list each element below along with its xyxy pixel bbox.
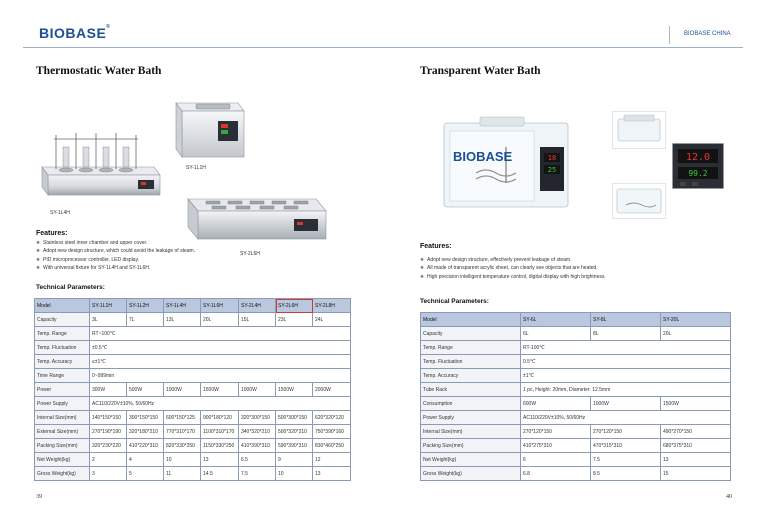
right-features-heading: Features: <box>420 243 452 250</box>
row-label: Temp. Range <box>35 327 90 341</box>
table-row <box>35 439 351 453</box>
table-cell: 410*220*310 <box>127 439 164 453</box>
biobase-logo <box>39 25 110 41</box>
table-cell: 410*390*310 <box>239 439 276 453</box>
column-header: SY-6L <box>521 313 591 327</box>
left-feature-item: ❖ PID microprocessor controller, LED display. <box>36 256 195 264</box>
table-cell: 15L <box>239 313 276 327</box>
right-page-title: Transparent Water Bath <box>420 65 541 77</box>
table-cell: 1500W <box>201 383 239 397</box>
left-feature-item: ❖ Adopt new design structure, which could avoid the leakage of steam. <box>36 247 195 255</box>
table-cell: 20L <box>201 313 239 327</box>
registered-mark: ® <box>106 24 111 31</box>
table-row <box>421 467 731 481</box>
table-cell: 12 <box>313 453 351 467</box>
row-label: External Size(mm) <box>35 425 90 439</box>
table-cell: 8.5 <box>591 467 661 481</box>
column-header: Model <box>421 313 521 327</box>
table-cell: 1000W <box>164 383 201 397</box>
table-cell: 830*460*250 <box>313 439 351 453</box>
table-cell: 2000W <box>313 383 351 397</box>
row-label: Power <box>35 383 90 397</box>
column-header: SY-2L8H <box>313 299 351 313</box>
table-cell: 7L <box>127 313 164 327</box>
logo-text: BIOBASE <box>39 25 107 41</box>
table-row <box>421 439 731 453</box>
page-header <box>0 0 768 48</box>
table-cell: 770*310*170 <box>164 425 201 439</box>
table-cell: 1100*310*170 <box>201 425 239 439</box>
table-row <box>35 327 351 341</box>
table-cell: 23L <box>276 313 313 327</box>
row-label: Internal Size(mm) <box>421 425 521 439</box>
table-cell: 470*315*310 <box>591 439 661 453</box>
table-row <box>35 383 351 397</box>
row-label: Power Supply <box>421 411 521 425</box>
table-cell: 3 <box>90 467 127 481</box>
table-cell: RT~100℃ <box>90 327 351 341</box>
table-cell: 0~999min <box>90 369 351 383</box>
table-cell: 270*120*150 <box>521 425 591 439</box>
table-cell: AC110/220V±10%, 50/60Hz <box>521 411 731 425</box>
row-label: Gross Weight(kg) <box>421 467 521 481</box>
row-label: Temp. Accuracy <box>35 355 90 369</box>
table-row <box>35 411 351 425</box>
table-row <box>35 453 351 467</box>
row-label: Gross Weight(kg) <box>35 467 90 481</box>
table-cell: 5 <box>127 467 164 481</box>
table-cell: AC110/220V±10%, 50/60Hz <box>90 397 351 411</box>
right-feature-item: ❖ High precision intelligent temperature control, digital display with high brightness. <box>420 273 606 281</box>
table-cell: 680*375*310 <box>661 439 731 453</box>
transparent-bath-main-image <box>440 113 575 213</box>
row-label: Capacity <box>35 313 90 327</box>
table-cell: 24L <box>313 313 351 327</box>
row-label: Net Weight(kg) <box>421 453 521 467</box>
table-cell: 410*275*310 <box>521 439 591 453</box>
row-label: Consumption <box>421 397 521 411</box>
row-label: Temp. Accuracy <box>421 369 521 383</box>
table-row <box>421 369 731 383</box>
left-spec-table <box>34 298 351 481</box>
column-header: SY-1L1H <box>90 299 127 313</box>
left-feature-item: ❖ With universal fixture for SY-1L4H and SY-1L6H. <box>36 264 195 272</box>
label-sy-1l1h: SY-1L1H <box>186 165 206 171</box>
table-cell: 1500W <box>276 383 313 397</box>
table-cell: 600*150*125 <box>164 411 201 425</box>
right-tech-heading: Technical Parameters: <box>420 298 489 305</box>
table-cell: 3L <box>90 313 127 327</box>
table-cell: 320*300*150 <box>239 411 276 425</box>
sy-1l1h-product-image <box>170 99 250 161</box>
table-cell: 11 <box>164 467 201 481</box>
sy-2l6h-product-image <box>180 193 330 245</box>
table-cell: ≤±1℃ <box>90 355 351 369</box>
table-row <box>421 355 731 369</box>
table-cell: 15 <box>661 467 731 481</box>
left-page-title: Thermostatic Water Bath <box>36 65 162 77</box>
table-cell: 7.5 <box>591 453 661 467</box>
table-cell: 6.8 <box>521 467 591 481</box>
column-header: SY-8L <box>591 313 661 327</box>
label-sy-1l4h: SY-1L4H <box>50 210 70 216</box>
table-cell: 270*190*190 <box>90 425 127 439</box>
table-cell: 2 <box>90 453 127 467</box>
table-row <box>421 453 731 467</box>
table-cell: 300W <box>90 383 127 397</box>
table-cell: 13 <box>313 467 351 481</box>
table-cell: 1000W <box>591 397 661 411</box>
table-row <box>35 355 351 369</box>
table-row <box>35 425 351 439</box>
left-page-number: 39 <box>36 494 42 500</box>
row-label: Time Range <box>35 369 90 383</box>
table-cell: 4 <box>127 453 164 467</box>
table-cell: 500W <box>127 383 164 397</box>
table-cell: 13 <box>661 453 731 467</box>
sy-1l4h-product-image <box>34 125 164 200</box>
table-row <box>35 397 351 411</box>
column-header: SY-1L2H <box>127 299 164 313</box>
header-divider <box>669 26 670 44</box>
zoom-display-bottom: 99.2 <box>688 169 708 178</box>
table-cell: 620*320*120 <box>313 411 351 425</box>
table-row <box>421 341 731 355</box>
table-cell: 300*150*150 <box>127 411 164 425</box>
table-row <box>35 467 351 481</box>
table-cell: 1150*330*250 <box>201 439 239 453</box>
table-header-row <box>421 313 731 327</box>
column-header: SY-2L4H <box>239 299 276 313</box>
table-cell: 900*180*120 <box>201 411 239 425</box>
table-row <box>35 341 351 355</box>
image-brand-text: BIOBASE <box>453 149 513 164</box>
table-cell: 320*180*210 <box>127 425 164 439</box>
left-feature-item: ❖ Stainless steel inner chamber and upper cover. <box>36 239 195 247</box>
right-spec-table <box>420 312 731 481</box>
table-cell: 1500W <box>661 397 731 411</box>
transparent-bath-thumb-bottom <box>612 183 666 219</box>
table-cell: 9 <box>276 453 313 467</box>
row-label: Packing Size(mm) <box>421 439 521 453</box>
row-label: Power Supply <box>35 397 90 411</box>
table-cell: 750*390*160 <box>313 425 351 439</box>
table-cell: 7.5 <box>239 467 276 481</box>
main-display-actual: 25 <box>547 166 557 174</box>
left-tech-heading: Technical Parameters: <box>36 284 105 291</box>
table-row <box>421 411 731 425</box>
column-header: SY-2L6H <box>276 299 313 313</box>
table-cell: 140*150*150 <box>90 411 127 425</box>
column-header: Model <box>35 299 90 313</box>
table-row <box>421 383 731 397</box>
label-sy-2l6h: SY-2L6H <box>240 251 260 257</box>
controller-display-zoom <box>672 143 724 189</box>
right-feature-item: ❖ Adopt new design structure, effectively prevent leakage of steam. <box>420 256 606 264</box>
table-header-row <box>35 299 351 313</box>
table-cell: 6L <box>521 327 591 341</box>
table-cell: RT-100℃ <box>521 341 731 355</box>
right-feature-item: ❖ All made of transparent acrylic sheet, can clearly see objects that are heated. <box>420 264 606 272</box>
table-row <box>421 397 731 411</box>
table-cell: ±1℃ <box>521 369 731 383</box>
table-cell: 14.5 <box>201 467 239 481</box>
table-cell: 500*320*210 <box>276 425 313 439</box>
row-label: Tube Rack <box>421 383 521 397</box>
table-cell: 320*230*220 <box>90 439 127 453</box>
table-cell: 10 <box>276 467 313 481</box>
table-cell: 6 <box>521 453 591 467</box>
table-cell: 500*300*150 <box>276 411 313 425</box>
row-label: Capacity <box>421 327 521 341</box>
right-page-number: 40 <box>726 494 732 500</box>
row-label: Internal Size(mm) <box>35 411 90 425</box>
main-display-set: 18 <box>547 154 557 162</box>
table-cell: 590*390*310 <box>276 439 313 453</box>
table-cell: 600W <box>521 397 591 411</box>
table-row <box>421 327 731 341</box>
row-label: Temp. Range <box>421 341 521 355</box>
row-label: Temp. Fluctuation <box>35 341 90 355</box>
table-cell: 8L <box>591 327 661 341</box>
table-cell: 340*320*210 <box>239 425 276 439</box>
table-cell: 1000W <box>239 383 276 397</box>
left-features-list <box>36 239 195 273</box>
transparent-bath-thumb-top <box>612 111 666 149</box>
column-header: SY-1L4H <box>164 299 201 313</box>
right-features-list <box>420 256 606 281</box>
row-label: Net Weight(kg) <box>35 453 90 467</box>
zoom-display-top: 12.0 <box>685 152 711 163</box>
table-cell: 6.5 <box>239 453 276 467</box>
table-cell: 490*270*150 <box>661 425 731 439</box>
table-cell: ±0.5℃ <box>90 341 351 355</box>
table-cell: 13L <box>164 313 201 327</box>
left-features-heading: Features: <box>36 230 68 237</box>
row-label: Temp. Fluctuation <box>421 355 521 369</box>
table-row <box>421 425 731 439</box>
row-label: Packing Size(mm) <box>35 439 90 453</box>
header-brand-right: BIOBASE CHINA <box>684 31 731 37</box>
table-row <box>35 369 351 383</box>
column-header: SY-1L6H <box>201 299 239 313</box>
table-cell: 10 <box>164 453 201 467</box>
table-cell: 0.5℃ <box>521 355 731 369</box>
table-cell: 820*330*250 <box>164 439 201 453</box>
column-header: SY-20L <box>661 313 731 327</box>
header-rule <box>23 47 743 48</box>
table-cell: 20L <box>661 327 731 341</box>
table-cell: 13 <box>201 453 239 467</box>
table-row <box>35 313 351 327</box>
table-cell: 1 pc, Height: 20mm, Diameter: 12.5mm <box>521 383 731 397</box>
table-cell: 270*120*150 <box>591 425 661 439</box>
